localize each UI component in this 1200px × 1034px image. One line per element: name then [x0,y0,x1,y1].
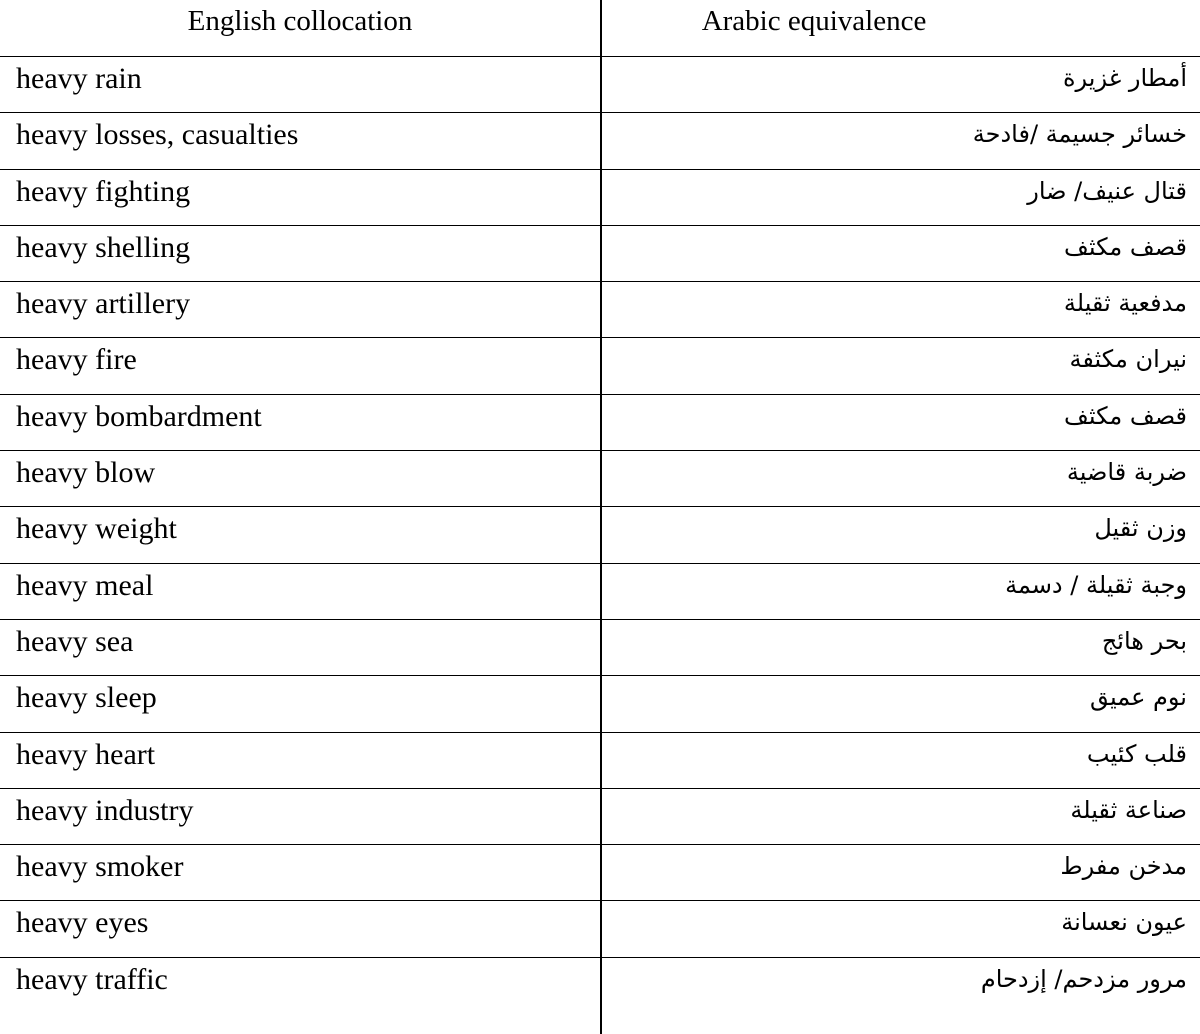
english-collocation-cell: heavy heart [16,737,156,771]
english-collocation-cell: heavy meal [16,568,154,602]
english-collocation-cell: heavy smoker [16,850,184,884]
arabic-equivalence-cell: مدخن مفرط [1060,852,1187,881]
arabic-equivalence-cell: نوم عميق [1089,683,1187,712]
arabic-equivalence-cell: قلب كئيب [1086,739,1187,768]
table-row [0,564,1200,620]
english-collocation-cell: heavy bombardment [16,399,262,433]
arabic-equivalence-cell: أمطار غزيرة [1062,64,1187,92]
table-row [0,282,1200,338]
table-row [0,507,1200,563]
table-row [0,451,1200,507]
header-english-collocation: English collocation [187,5,413,37]
english-collocation-cell: heavy sea [16,624,134,658]
arabic-equivalence-cell: نيران مكثفة [1069,345,1187,374]
table-row [0,338,1200,394]
header-arabic-equivalence: Arabic equivalence [701,5,927,37]
table-row [0,620,1200,676]
table-row [0,676,1200,732]
table-row [0,733,1200,789]
arabic-equivalence-cell: صناعة ثقيلة [1070,795,1187,824]
arabic-equivalence-cell: بحر هائج [1101,626,1187,655]
table-row [0,395,1200,451]
english-collocation-cell: heavy artillery [16,287,191,321]
table-row [0,170,1200,226]
english-collocation-cell: heavy fighting [16,174,191,208]
english-collocation-cell: heavy weight [16,512,177,546]
english-collocation-cell: heavy fire [16,343,137,377]
english-collocation-cell: heavy traffic [16,962,168,996]
table-row [0,845,1200,901]
arabic-equivalence-cell: قتال عنيف/ ضار [1027,176,1187,205]
arabic-equivalence-cell: قصف مكثف [1064,401,1187,430]
arabic-equivalence-cell: وزن ثقيل [1094,514,1187,543]
arabic-equivalence-cell: عيون نعسانة [1061,908,1187,937]
table-row [0,901,1200,957]
english-collocation-cell: heavy losses, casualties [16,118,299,152]
english-collocation-cell: heavy industry [16,793,194,827]
english-collocation-cell: heavy eyes [16,906,149,940]
arabic-equivalence-cell: وجبة ثقيلة / دسمة [1005,570,1187,599]
english-collocation-cell: heavy blow [16,456,156,490]
arabic-equivalence-cell: مدفعية ثقيلة [1063,289,1187,318]
english-collocation-cell: heavy sleep [16,681,157,715]
english-collocation-cell: heavy shelling [16,230,191,264]
table-row [0,226,1200,282]
arabic-equivalence-cell: خسائر جسيمة /فادحة [972,120,1187,149]
table-body [0,57,1200,1014]
arabic-equivalence-cell: قصف مكثف [1064,232,1187,261]
table-row [0,958,1200,1014]
table-row [0,113,1200,169]
table-row [0,57,1200,113]
arabic-equivalence-cell: مرور مزدحم/ إزدحام [980,964,1187,993]
arabic-equivalence-cell: ضربة قاضية [1066,458,1187,487]
table-row [0,789,1200,845]
english-collocation-cell: heavy rain [16,62,142,95]
